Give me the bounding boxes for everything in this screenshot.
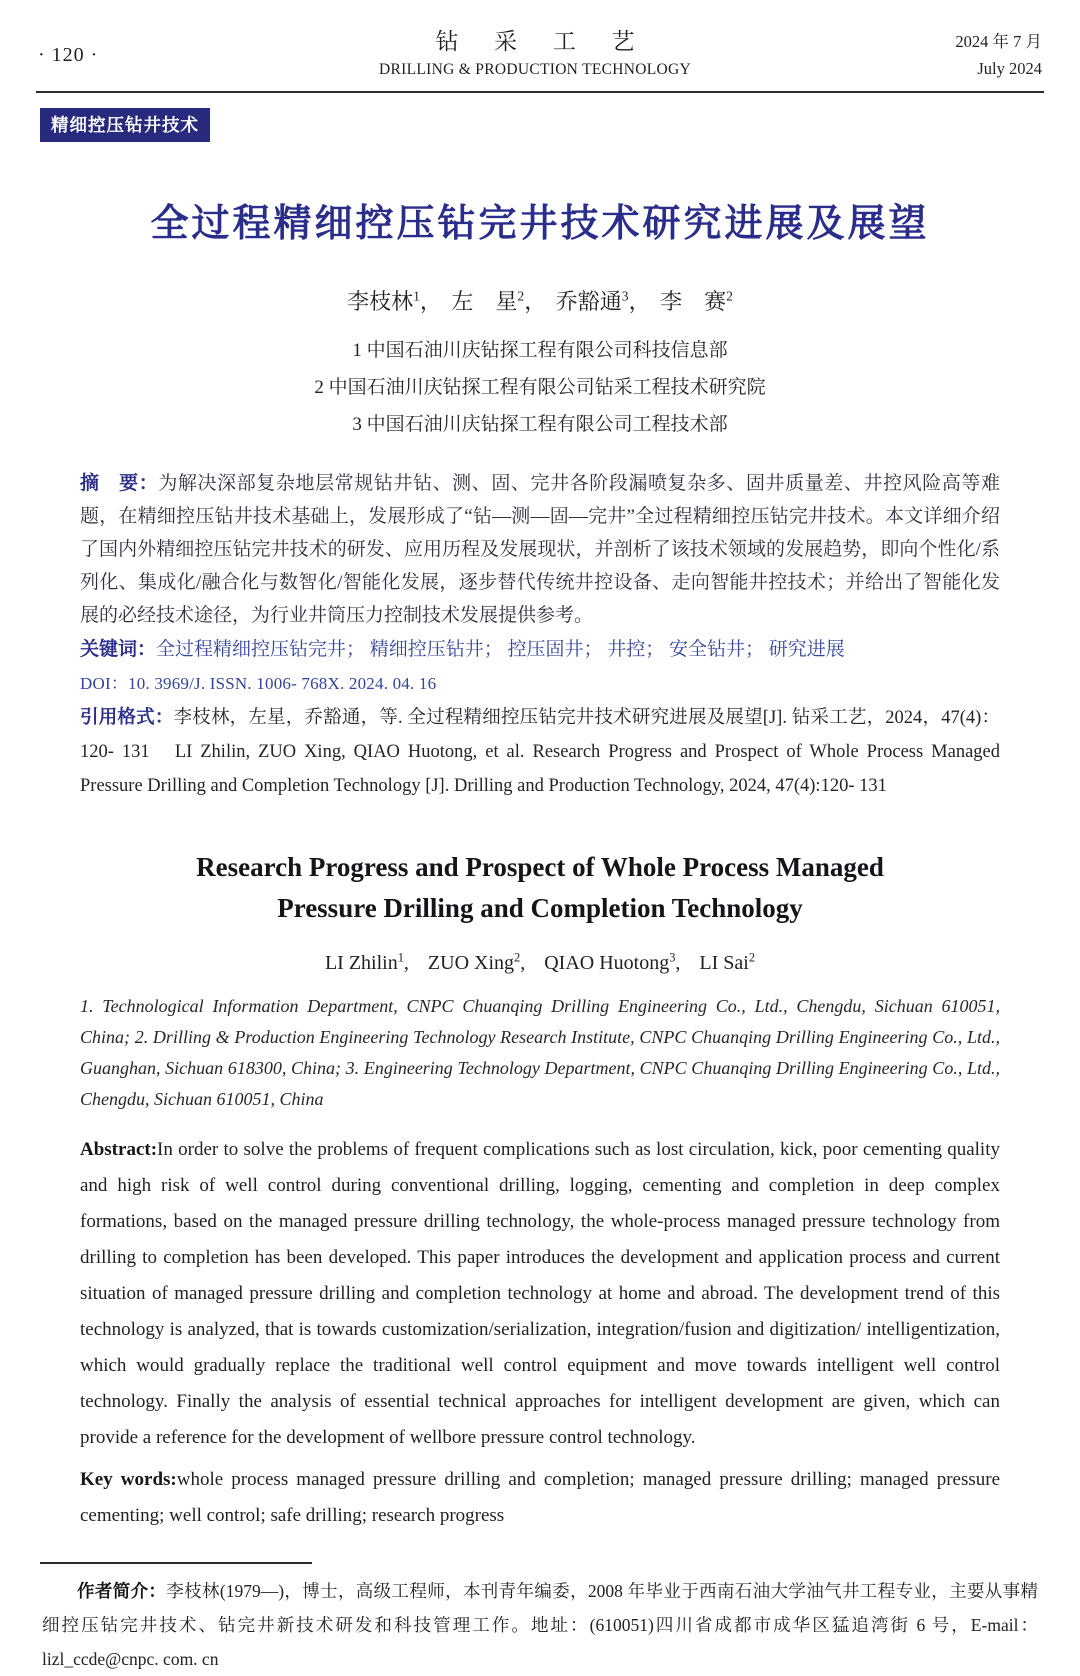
doi: DOI：10. 3969/J. ISSN. 1006- 768X. 2024. 04. 16 [80, 674, 437, 693]
author-name: LI Zhilin [324, 952, 398, 974]
keywords-en [80, 1462, 1000, 1534]
author-separator: ， [628, 289, 651, 314]
journal-title-en: DRILLING & PRODUCTION TECHNOLOGY [379, 61, 691, 78]
header-rule [36, 91, 1044, 93]
author-separator: , [403, 952, 409, 974]
author-bio [42, 1574, 1038, 1676]
abstract-cn-text: 为解决深部复杂地层常规钻井钻、测、固、完井各阶段漏喷复杂多、固井质量差、井控风险高等难题，在精细控压钻井技术基础上，发展形成了“钻—测—固—完井”全过程精细控压钻完井技术。本文详细介绍了国内外精细控压钻完井技术的研发、应用历程及发展现状，并剖析了该技术领域的发展趋势，即向个性化/系列化、集成化/融合化与数智化/智能化发展，逐步替代传统井控设备、走向智能井控技术；并给出了智能化发展的必经技术途径，为行业井筒压力控制技术发展提供参考。 [80, 473, 1000, 626]
page-header [38, 28, 1042, 82]
author-cn [556, 289, 651, 314]
author-affil-sup: 2 [517, 288, 525, 304]
abstract-en-text: In order to solve the problems of frequent complications such as lost circulation, kick, poor cementing quality and high risk of well control during conventional drilling, logging, cementing and completion in deep complex formations, based on the managed pressure drilling technology, the whole-process managed pressure technology from drilling to completion has been developed. This paper introduces the development and application process and current situation of managed pressure drilling and completion technology at home and abroad. The development trend of this technology is analyzed, that is towards customization/serialization, integration/fusion and digitization/ intelligentization, which would gradually replace the traditional well control equipment and move towards intelligent well control technology. Finally the analysis of essential technical approaches for intelligent development are given, which can provide a reference for the development of wellbore pressure control technology. [80, 1139, 1000, 1448]
journal-title-cn: 钻采工艺 [435, 29, 671, 54]
author-cn [347, 289, 442, 314]
affiliations-en: 1. Technological Information Department, CNPC Chuanqing Drilling Engineering Co., Ltd., Chengdu, Sichuan 610051, China; 2. Drilling & Production Engineering Technology Research Institute, CNPC Chuanqing Drilling Engineering Co., Ltd., Guanghan, Sichuan 618300, China; 3. Engineering Technology Department, CNPC Chuanqing Drilling Engineering Co., Ltd., Chengdu, Sichuan 610051, China [80, 996, 1000, 1109]
author-name: 左 星 [451, 289, 518, 314]
affiliation-cn: 3 中国石油川庆钻探工程有限公司工程技术部 [352, 414, 728, 435]
author-affil-sup: 1 [397, 950, 404, 965]
keywords-cn-text: 全过程精细控压钻完井； 精细控压钻井； 控压固井； 井控； 安全钻井； 研究进展 [156, 639, 845, 660]
author-separator: ， [524, 289, 547, 314]
author-name: 李 赛 [660, 289, 727, 314]
author-affil-sup: 2 [748, 950, 756, 965]
keywords-cn [80, 633, 1000, 666]
page-number: · 120 · [38, 44, 99, 66]
author-separator: , [675, 952, 681, 974]
article-title-en [0, 847, 1080, 929]
abstract-en-label: Abstract: [80, 1139, 158, 1160]
author-cn [451, 289, 546, 314]
author-en [428, 952, 525, 974]
author-en [325, 952, 409, 974]
citation-text-en: LI Zhilin, ZUO Xing, QIAO Huotong, et al. Research Progress and Prospect of Whole Process Managed Pressure Drilling and Completion Technology [J]. Drilling and Production Technology, 2024, 47(4):120- 131 [80, 742, 1000, 796]
article-title-cn: 全过程精细控压钻完井技术研究进展及展望 [150, 203, 930, 245]
keywords-en-text: whole process managed pressure drilling and completion; managed pressure drilling; managed pressure cementing; well control; safe drilling; research progress [80, 1469, 1000, 1526]
author-affil-sup: 1 [413, 288, 420, 304]
article-title-en-line2: Pressure Drilling and Completion Technology [277, 893, 803, 923]
citation-label: 引用格式： [80, 708, 174, 728]
author-separator: ， [419, 289, 442, 314]
citation-text-cn: 李枝林，左星，乔豁通，等. 全过程精细控压钻完井技术研究进展及展望[J]. 钻采工艺，2024，47(4)：120- 131 [80, 708, 1000, 762]
journal-masthead [188, 28, 882, 79]
affiliations-cn [0, 332, 1080, 443]
keywords-en-label: Key words: [80, 1469, 177, 1490]
footnote-rule [40, 1562, 312, 1564]
author-separator: , [520, 952, 526, 974]
issue-date-cn: 2024 年 7 月 [955, 32, 1042, 51]
author-affil-sup: 3 [669, 950, 676, 965]
abstract-cn-label: 摘 要： [80, 473, 159, 494]
affiliation-cn: 1 中国石油川庆钻探工程有限公司科技信息部 [352, 340, 728, 361]
author-affil-sup: 2 [514, 950, 521, 965]
author-name: LI Sai [699, 952, 749, 974]
affiliation-cn: 2 中国石油川庆钻探工程有限公司钻采工程技术研究院 [314, 377, 766, 398]
authors-cn [0, 285, 1080, 316]
authors-en [0, 952, 1080, 975]
issue-date [882, 28, 1042, 82]
author-name: 乔豁通 [555, 289, 622, 314]
author-name: 李枝林 [347, 289, 414, 314]
author-en [544, 952, 680, 974]
author-bio-label: 作者简介： [77, 1581, 167, 1601]
author-cn [660, 289, 733, 314]
keywords-cn-label: 关键词： [80, 639, 157, 660]
column-badge: 精细控压钻井技术 [40, 108, 210, 142]
author-affil-sup: 2 [726, 288, 733, 304]
author-affil-sup: 3 [621, 288, 629, 304]
abstract-en [80, 1132, 1000, 1456]
author-name: QIAO Huotong [544, 952, 670, 974]
author-name: ZUO Xing [427, 952, 515, 974]
author-en [699, 952, 755, 974]
article-title-en-line1: Research Progress and Prospect of Whole Process Managed [196, 852, 884, 882]
author-bio-text: 李枝林(1979—)，博士，高级工程师，本刊青年编委，2008 年毕业于西南石油大学油气井工程专业，主要从事精细控压钻完井技术、钻完井新技术研发和科技管理工作。地址：(610051)四川省成都市成华区猛追湾街 6 号，E-mail：lizl_ccde@cnpc. com. cn [42, 1581, 1039, 1669]
abstract-cn [80, 467, 1000, 632]
issue-date-en: July 2024 [977, 59, 1042, 78]
citation [80, 701, 1000, 803]
